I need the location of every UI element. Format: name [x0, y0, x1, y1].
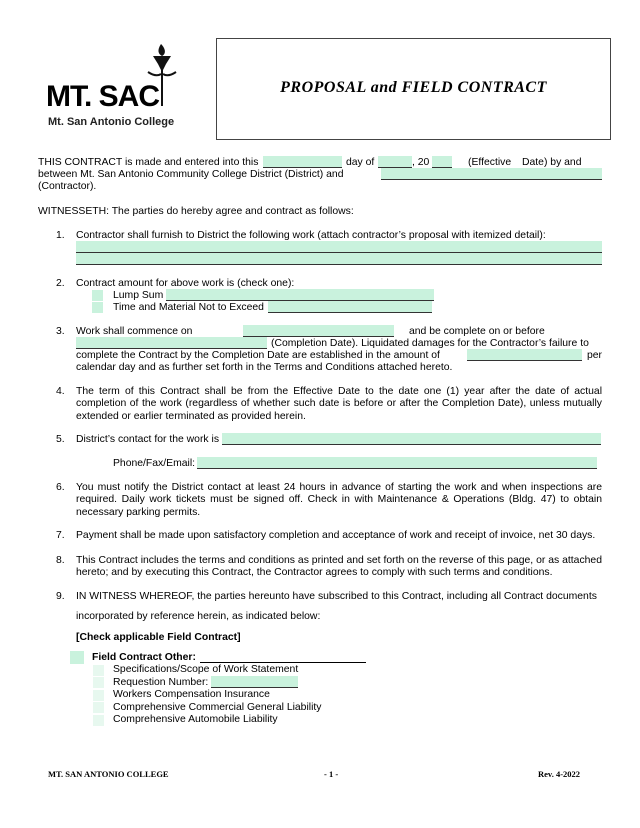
logo-subtitle: Mt. San Antonio College	[48, 116, 175, 128]
phone-fax-email-field[interactable]	[197, 457, 597, 469]
item-6-text: You must notify the District contact at least 24 hours in advance of starting the work and when inspections are required. Daily work tickets must be signed off. Check in with Maintenance & Operations (Bldg. 47) to obtain necessary parking permits.	[76, 482, 602, 518]
work-description-line-2[interactable]	[76, 253, 602, 265]
item-1-number: 1.	[56, 230, 65, 241]
field-contract-other-checkbox[interactable]	[70, 651, 84, 664]
requisition-checkbox[interactable]	[93, 677, 104, 688]
liquidated-damages-field[interactable]	[467, 349, 582, 361]
item-9-number: 9.	[56, 591, 65, 602]
item-4-number: 4.	[56, 386, 65, 397]
page-title: PROPOSAL and FIELD CONTRACT	[280, 79, 547, 96]
scope-label: Specifications/Scope of Work Statement	[113, 664, 299, 675]
workers-comp-checkbox[interactable]	[93, 690, 104, 701]
item-3-complete-text: and be complete on or before	[409, 326, 545, 337]
time-material-label: Time and Material Not to Exceed	[113, 302, 264, 313]
completion-date-field[interactable]	[76, 337, 267, 349]
item-3-per-text: per	[587, 350, 603, 361]
lump-sum-label: Lump Sum	[113, 290, 164, 301]
item-3-calendar-text: calendar day and as further set forth in the Terms and Conditions attached hereto.	[76, 362, 453, 373]
item-1-text: Contractor shall furnish to District the following work (attach contractor’s proposal with itemized detail):	[76, 230, 546, 241]
contract-year-field[interactable]	[432, 156, 452, 168]
year-prefix-label: , 20	[412, 157, 430, 168]
footer-college: MT. SAN ANTONIO COLLEGE	[48, 769, 169, 779]
item-3-completion-text: (Completion Date). Liquidated damages for the Contractor’s failure to	[271, 338, 589, 349]
field-contract-heading: [Check applicable Field Contract]	[76, 632, 241, 643]
contract-day-field[interactable]	[263, 156, 342, 168]
day-of-label: day of	[346, 157, 375, 168]
scope-checkbox[interactable]	[93, 665, 104, 676]
field-contract-other-label: Field Contract Other:	[92, 652, 196, 663]
auto-liability-label: Comprehensive Automobile Liability	[113, 714, 278, 725]
item-3-damages-text: complete the Contract by the Completion Date are established in the amount of	[76, 350, 440, 361]
footer-revision: Rev. 4-2022	[538, 769, 581, 779]
item-8-number: 8.	[56, 555, 65, 566]
time-material-checkbox[interactable]	[92, 302, 103, 313]
field-contract-other-field[interactable]	[200, 652, 366, 663]
intro-line-3: (Contractor).	[38, 181, 97, 192]
date-by-and-label: Date) by and	[522, 157, 582, 168]
item-4-text: The term of this Contract shall be from the Effective Date to the date one (1) year after the date of actual completion of the work (regardless of whether such date is before or after the Completion Date), unless mutually extended or earlier terminated as provided herein.	[76, 386, 602, 422]
contractor-name-field[interactable]	[381, 168, 602, 180]
contract-month-field[interactable]	[378, 156, 412, 168]
item-6-number: 6.	[56, 482, 65, 493]
item-7-number: 7.	[56, 530, 65, 541]
effective-label: (Effective	[468, 157, 512, 168]
item-2-number: 2.	[56, 278, 65, 289]
intro-line-2: between Mt. San Antonio Community College District (District) and	[38, 169, 344, 180]
requisition-label: Requestion Number:	[113, 677, 209, 688]
lump-sum-checkbox[interactable]	[92, 290, 103, 301]
witnesseth-text: WITNESSETH: The parties do hereby agree and contract as follows:	[38, 206, 354, 217]
item-7-text: Payment shall be made upon satisfactory completion and acceptance of work and receipt of invoice, net 30 days.	[76, 530, 596, 541]
item-9-text: IN WITNESS WHEREOF, the parties hereunto have subscribed to this Contract, including all Contract documents	[76, 591, 597, 602]
item-9-text-continued: incorporated by reference herein, as indicated below:	[76, 611, 321, 622]
logo-wordmark: MT. SAC	[46, 80, 159, 113]
work-description-line-1[interactable]	[76, 241, 602, 253]
item-2-text: Contract amount for above work is (check one):	[76, 278, 295, 289]
item-5-number: 5.	[56, 434, 65, 445]
commence-date-field[interactable]	[243, 325, 394, 337]
requisition-number-field[interactable]	[211, 676, 298, 688]
workers-comp-label: Workers Compensation Insurance	[113, 689, 270, 700]
college-logo	[44, 40, 184, 135]
district-contact-field[interactable]	[222, 433, 601, 445]
time-material-field[interactable]	[268, 301, 432, 313]
footer-page-number: - 1 -	[324, 769, 339, 779]
item-3-number: 3.	[56, 326, 65, 337]
phone-fax-email-label: Phone/Fax/Email:	[113, 458, 196, 469]
auto-liability-checkbox[interactable]	[93, 715, 104, 726]
item-5-text: District’s contact for the work is	[76, 434, 220, 445]
item-3-commence-text: Work shall commence on	[76, 326, 193, 337]
intro-text: THIS CONTRACT is made and entered into this	[38, 157, 259, 168]
lump-sum-field[interactable]	[166, 289, 434, 301]
general-liability-checkbox[interactable]	[93, 702, 104, 713]
general-liability-label: Comprehensive Commercial General Liability	[113, 702, 322, 713]
item-8-text: This Contract includes the terms and conditions as printed and set forth on the reverse of this page, or as attached hereto; and by executing this Contract, the Contractor agrees to comply with such terms and conditions.	[76, 555, 602, 579]
